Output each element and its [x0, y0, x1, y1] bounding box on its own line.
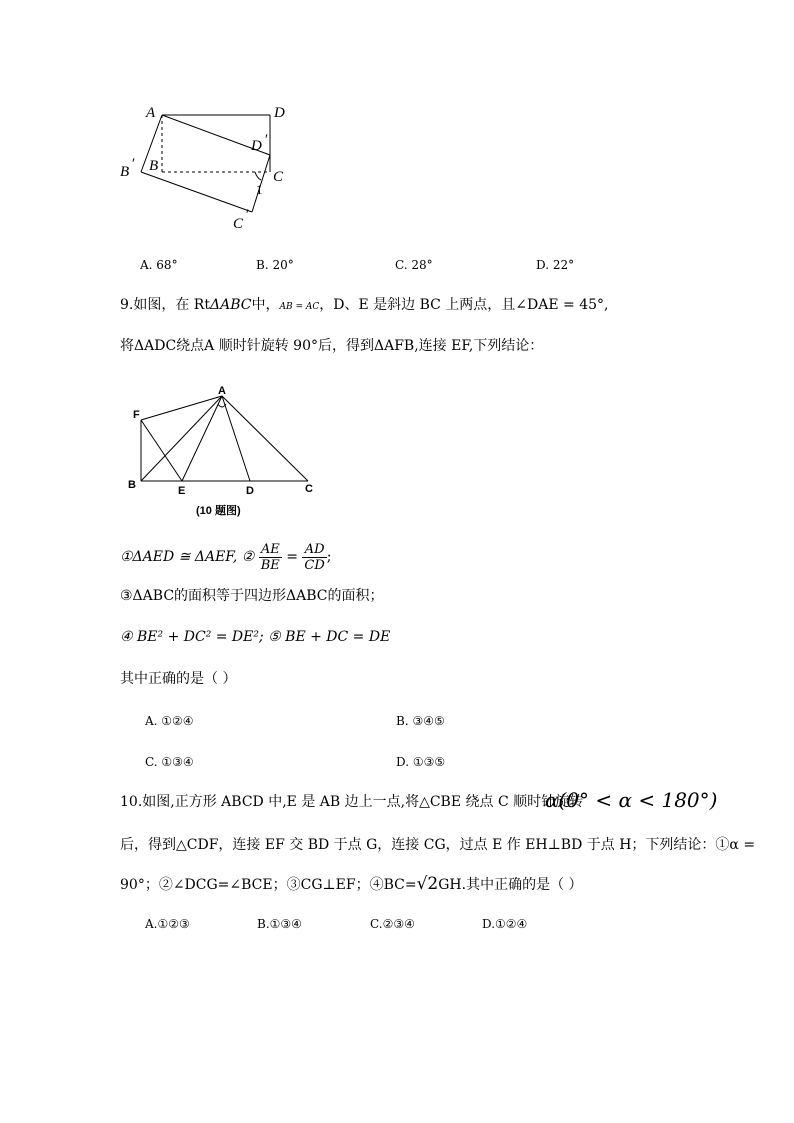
- label-E: E: [178, 485, 186, 497]
- label-D: D: [246, 485, 254, 497]
- fraction-ae-be: $\frac{AE}{BE}$: [260, 541, 280, 573]
- q10-option-c: C.②③④: [370, 917, 415, 931]
- svg-text:′: ′: [131, 156, 135, 172]
- q8-option-c: C. 28°: [395, 258, 433, 272]
- q9-option-d: D. ①③⑤: [396, 755, 446, 769]
- label-C: C: [305, 483, 313, 495]
- label-B: B: [149, 158, 159, 174]
- q9-option-a: A. ①②④: [145, 714, 194, 728]
- angle-1-label: 1: [256, 182, 263, 197]
- q10-option-d: D.①②④: [482, 917, 528, 931]
- label-F: F: [133, 409, 140, 421]
- fraction-ad-cd: $\frac{AD}{CD}$: [304, 541, 325, 573]
- figure-caption: (10 题图): [196, 505, 241, 517]
- label-D: D: [274, 105, 285, 121]
- figure-q9: [0, 0, 794, 520]
- q10-line3: 90°；②∠DCG=∠BCE；③CG⊥EF；④BC=√2GH.其中正确的是（ ）: [120, 874, 583, 894]
- q9-conclusion-3: ③ΔABC的面积等于四边形ΔABC的面积；: [120, 588, 384, 604]
- label-C-prime: C: [233, 216, 244, 232]
- q8-option-b: B. 20°: [256, 258, 294, 272]
- q8-option-a: A. 68°: [140, 258, 178, 272]
- label-B: B: [128, 479, 136, 491]
- label-C: C: [273, 169, 284, 185]
- q8-option-d: D. 22°: [536, 258, 575, 272]
- q9-conclusion-1-2: ①ΔAED ≅ ΔAEF, ② $\frac{AE}{BE}$ = $\frac{AD}{CD}$ ;: [120, 541, 332, 573]
- q10-alpha-condition: α(0° < α < 180°): [545, 788, 718, 812]
- label-A: A: [218, 385, 226, 397]
- q9-conclusion-4-5: ④ BE² + DC² = DE²; ⑤ BE + DC = DE: [120, 629, 391, 645]
- q9-line2: 将ΔADC绕点A 顺时针旋转 90°后，得到ΔAFB,连接 EF,下列结论：: [120, 338, 544, 354]
- q9-option-b: B. ③④⑤: [396, 714, 445, 728]
- q10-option-a: A.①②③: [145, 917, 190, 931]
- label-A: A: [146, 105, 156, 121]
- q9-option-c: C. ①③④: [145, 755, 194, 769]
- q10-option-b: B.①③④: [257, 917, 302, 931]
- svg-text:′: ′: [245, 207, 249, 223]
- svg-text:′: ′: [264, 132, 268, 148]
- q10-line1: 10.如图,正方形 ABCD 中,E 是 AB 边上一点,将△CBE 绕点 C 顺时针旋转: [120, 794, 584, 810]
- q9-line1: 9.如图，在 RtΔABC中，AB = AC，D、E 是斜边 BC 上两点，且∠DAE = 45°,: [120, 297, 609, 313]
- label-D-prime: D: [251, 138, 262, 154]
- label-B-prime: B: [120, 164, 130, 180]
- q9-question: 其中正确的是（ ）: [120, 671, 237, 687]
- q10-line2: 后，得到△CDF，连接 EF 交 BD 于点 G，连接 CG，过点 E 作 EH⊥BD 于点 H；下列结论：①α =: [120, 837, 756, 853]
